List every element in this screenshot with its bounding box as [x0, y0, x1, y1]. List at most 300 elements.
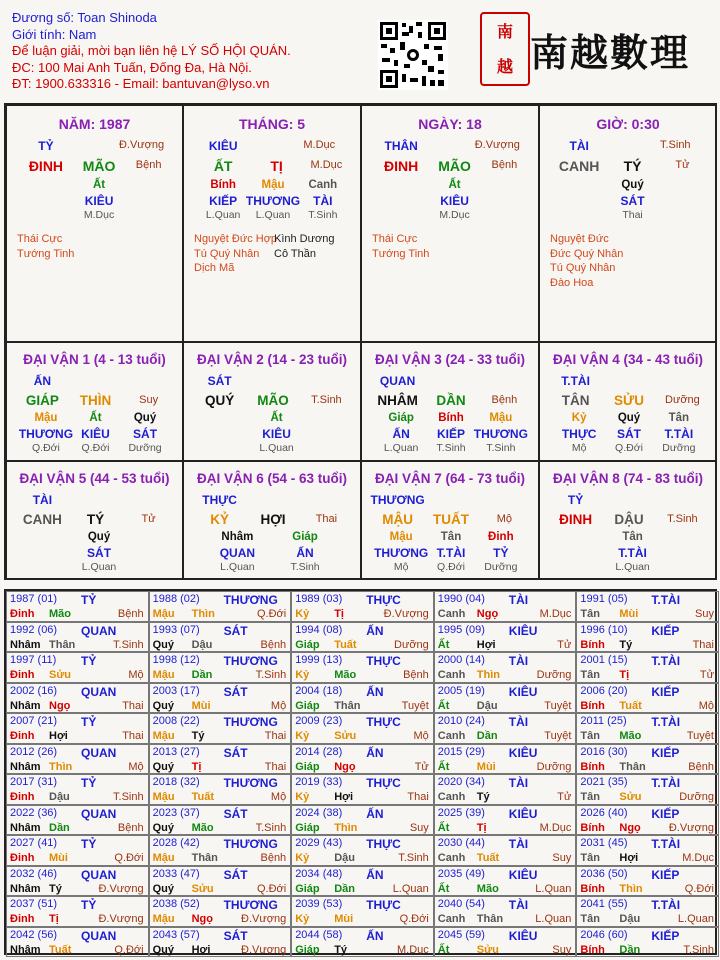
seal-char-1: 南 [496, 21, 513, 41]
year-god: SÁT [223, 623, 248, 638]
year-god: KIẾP [651, 867, 680, 882]
hidden-god: KIÊU [84, 194, 114, 208]
year-god: THƯƠNG [223, 776, 278, 790]
year-branch: Dần [49, 821, 70, 834]
year-status: Tử [557, 638, 572, 651]
year-label: 1999 (13) [295, 654, 343, 666]
year-status: Suy [552, 943, 572, 956]
year-status: Q.Đới [114, 852, 144, 864]
dai-van-title: ĐẠI VẬN 7 (64 - 73 tuổi) [374, 471, 526, 486]
year-god: THỰC [366, 837, 401, 851]
year-status: M.Dục [539, 608, 572, 620]
hidden-stem: Bính [438, 412, 464, 424]
hidden-god: T.TÀI [664, 427, 694, 441]
year-god: QUAN [81, 745, 117, 760]
year-god: KIẾP [651, 684, 680, 699]
year-label: 1992 (06) [10, 623, 58, 636]
hidden-stem: Mậu [34, 412, 58, 424]
year-label: 2007 (21) [10, 715, 58, 727]
year-status: T.Sinh [398, 852, 429, 864]
dai-van-state: Dưỡng [665, 394, 700, 406]
hidden-god: THƯƠNG [245, 194, 301, 208]
year-label: 2018 (32) [152, 776, 200, 788]
year-cell [434, 774, 577, 805]
year-stem: Ất [437, 760, 450, 773]
year-branch: Thìn [476, 669, 501, 681]
year-stem: Quý [152, 699, 174, 712]
year-stem: Ất [437, 882, 450, 895]
year-branch: Dần [191, 669, 213, 681]
hidden-god: KIÊU [440, 194, 469, 208]
hidden-god: T.TÀI [618, 546, 647, 560]
pillar-cell [361, 105, 539, 342]
year-branch: Mão [49, 608, 71, 620]
year-label: 2028 (42) [152, 837, 200, 849]
dai-van-cell [361, 342, 539, 461]
year-god: TỶ [81, 715, 97, 729]
year-status: Dưỡng [536, 669, 572, 681]
year-status: Bệnh [260, 852, 287, 864]
year-cell [291, 774, 434, 805]
hidden-status: T.Sinh [290, 561, 320, 573]
gender-line: Giới tính: Nam [12, 26, 97, 42]
hidden-status: L.Quan [205, 209, 241, 221]
year-stem: Đinh [10, 669, 35, 681]
year-status: Đ.Vượng [241, 913, 287, 925]
year-god: ẤN [366, 623, 384, 638]
year-cell [291, 622, 434, 653]
dai-van-chi: DẦN [436, 393, 466, 408]
hidden-stem: Giáp [388, 412, 414, 424]
year-stem: Kỷ [295, 913, 310, 925]
year-stem: Canh [437, 913, 466, 925]
hidden-god: THỰC [561, 427, 597, 441]
hidden-stem: Nhâm [221, 531, 254, 543]
year-label: 2003 (17) [152, 684, 200, 697]
year-stem: Tân [580, 608, 600, 620]
year-god: QUAN [81, 623, 117, 638]
hidden-status: Mộ [393, 561, 409, 573]
year-label: 2001 (15) [580, 654, 628, 666]
dai-van-chi: MÃO [257, 393, 289, 408]
year-status: T.Sinh [683, 943, 714, 956]
year-cell [6, 835, 149, 866]
year-label: 1987 (01) [10, 593, 58, 605]
hidden-god: KIÊU [81, 427, 110, 441]
hidden-god: SÁT [617, 427, 641, 441]
year-god: T.TÀI [651, 776, 681, 790]
hidden-stem: Tân [668, 412, 690, 424]
star-label: Tú Quý Nhân [550, 262, 616, 274]
year-god: KIÊU [508, 745, 538, 760]
year-cell [291, 591, 434, 622]
year-status: Tuyệt [401, 699, 429, 712]
year-god: THƯƠNG [223, 715, 278, 729]
contact-line-1: Để luận giải, mời bạn liên hệ LÝ SỐ HỘI QUÁN. [12, 43, 291, 58]
annual-luck-table [4, 589, 717, 955]
year-cell [291, 835, 434, 866]
year-label: 2029 (43) [295, 837, 343, 849]
year-status: Đ.Vượng [241, 943, 287, 956]
year-branch: Thân [334, 699, 361, 712]
year-cell [6, 805, 149, 836]
year-cell [6, 744, 149, 775]
year-status: Đ.Vượng [383, 608, 429, 620]
pillar-chi: TỊ [270, 158, 283, 174]
dai-van-cell [361, 461, 539, 580]
year-branch: Dậu [619, 913, 641, 925]
year-god: ẤN [366, 928, 384, 943]
year-label: 2009 (23) [295, 715, 343, 727]
year-status: T.Sinh [113, 791, 144, 803]
hidden-status: Dưỡng [128, 442, 162, 454]
year-branch: Dần [334, 882, 355, 895]
year-cell [149, 713, 292, 744]
year-stem: Nhâm [10, 760, 41, 773]
pillar-can: CANH [558, 158, 600, 174]
year-cell [434, 896, 577, 927]
hidden-stem: Đinh [488, 531, 514, 543]
year-status: Tuyệt [544, 730, 572, 742]
hidden-status: Thai [622, 209, 643, 221]
qr-code-icon[interactable] [378, 20, 448, 90]
year-label: 2045 (59) [437, 928, 485, 941]
dai-van-god: TỶ [567, 493, 584, 507]
year-label: 1995 (09) [437, 623, 485, 636]
star-label-b: Kình Dương [274, 233, 335, 245]
dai-van-cell [539, 342, 717, 461]
year-branch: Tị [49, 913, 59, 925]
header-info [12, 10, 372, 93]
pillar-state: M.Dục [310, 159, 343, 171]
year-god: T.TÀI [651, 593, 681, 607]
year-branch: Ngọ [191, 913, 213, 925]
year-god: SÁT [223, 867, 248, 882]
pillar-title: GIỜ: 0:30 [596, 116, 660, 132]
dai-van-god: T.TÀI [561, 374, 590, 388]
dai-van-state: Tử [141, 513, 156, 525]
year-stem: Tân [580, 791, 600, 803]
pillar-state: Bệnh [135, 159, 162, 171]
year-stem: Mậu [152, 913, 175, 925]
year-status: Q.Đới [399, 913, 429, 925]
year-branch: Dậu [191, 638, 213, 651]
year-god: THỰC [366, 654, 401, 668]
year-stem: Quý [152, 943, 174, 956]
year-branch: Sửu [49, 669, 72, 681]
year-god: TÀI [508, 593, 529, 607]
year-status: Thai [122, 699, 144, 712]
year-cell [291, 927, 434, 958]
year-stem: Canh [437, 730, 466, 742]
year-status: Bệnh [117, 821, 144, 834]
year-cell [6, 652, 149, 683]
year-cell [576, 896, 719, 927]
year-cell [149, 805, 292, 836]
year-label: 2032 (46) [10, 867, 58, 880]
year-stem: Đinh [10, 730, 35, 742]
dai-van-title: ĐẠI VẬN 1 (4 - 13 tuổi) [23, 352, 166, 367]
year-cell [149, 774, 292, 805]
year-god: THỰC [366, 898, 401, 912]
hidden-status: Q.Đới [615, 442, 643, 454]
year-cell [576, 866, 719, 897]
year-branch: Sửu [619, 791, 642, 803]
year-branch: Tý [191, 730, 205, 742]
year-stem: Quý [152, 760, 174, 773]
year-status: M.Dục [539, 821, 572, 834]
dai-van-god: TÀI [32, 493, 53, 507]
pillar-state: Tử [675, 159, 690, 171]
year-label: 2036 (50) [580, 867, 628, 880]
year-status: L.Quan [535, 913, 572, 925]
year-status: Đ.Vượng [98, 913, 144, 925]
year-branch: Thân [49, 638, 76, 651]
year-cell [576, 683, 719, 714]
hidden-status: T.Sinh [486, 442, 516, 454]
year-stem: Mậu [152, 730, 175, 742]
hidden-stem: Mậu [389, 531, 413, 543]
year-god: ẤN [366, 745, 384, 760]
year-cell [576, 652, 719, 683]
year-branch: Tý [476, 791, 490, 803]
year-god: T.TÀI [651, 837, 681, 851]
year-cell [6, 927, 149, 958]
hidden-god: SÁT [87, 546, 112, 560]
hidden-god: THƯƠNG [473, 427, 528, 441]
year-status: Dưỡng [536, 760, 572, 773]
year-label: 1997 (11) [10, 654, 57, 666]
year-branch: Mùi [49, 852, 68, 864]
year-cell [434, 713, 577, 744]
hidden-stem: Quý [87, 531, 111, 543]
year-status: Bệnh [403, 669, 429, 681]
year-branch: Mão [191, 821, 214, 834]
year-status: Tuyệt [544, 699, 572, 712]
year-status: Mộ [270, 791, 287, 803]
year-god: QUAN [81, 684, 117, 699]
year-branch: Dậu [476, 699, 498, 712]
year-cell [576, 805, 719, 836]
year-cell [149, 683, 292, 714]
year-cell [434, 652, 577, 683]
hidden-status: L.Quan [220, 561, 255, 573]
year-god: QUAN [81, 806, 117, 821]
hidden-stem: Quý [621, 179, 644, 191]
year-cell [576, 835, 719, 866]
year-branch: Dậu [49, 791, 70, 803]
year-god: KIÊU [508, 684, 538, 699]
dai-van-cell [539, 461, 717, 580]
year-cell [576, 774, 719, 805]
dai-van-god: THƯƠNG [370, 493, 425, 507]
hidden-stem: Ất [448, 179, 461, 191]
year-label: 2035 (49) [437, 867, 485, 880]
year-god: KIÊU [508, 928, 538, 943]
dai-van-title: ĐẠI VẬN 3 (24 - 33 tuổi) [374, 352, 526, 367]
year-branch: Tuất [334, 638, 357, 651]
year-branch: Dần [619, 943, 641, 956]
hidden-status: T.Sinh [436, 442, 466, 454]
year-cell [149, 896, 292, 927]
year-status: Suy [409, 821, 429, 834]
hidden-status: Q.Đới [437, 561, 465, 573]
year-branch: Hợi [334, 791, 354, 803]
pillar-cell [183, 105, 361, 342]
year-god: ẤN [366, 867, 384, 882]
year-label: 2008 (22) [152, 715, 200, 727]
hidden-status: Dưỡng [484, 561, 518, 573]
pillar-cell [6, 105, 183, 342]
year-cell [291, 683, 434, 714]
dai-van-chi: THÌN [79, 393, 112, 408]
year-stem: Kỷ [295, 852, 310, 864]
year-label: 1994 (08) [295, 623, 343, 636]
year-god: T.TÀI [651, 654, 681, 668]
contact-line-2: ĐC: 100 Mai Anh Tuấn, Đống Đa, Hà Nội. [12, 59, 252, 75]
hidden-stem: Canh [308, 179, 338, 191]
dai-van-state: Bệnh [491, 394, 518, 406]
name-line: Đương số: Toan Shinoda [12, 10, 157, 25]
year-branch: Tý [49, 882, 62, 895]
year-stem: Ất [437, 699, 450, 712]
year-status: Tử [414, 760, 429, 773]
year-branch: Mùi [476, 760, 496, 773]
year-label: 2044 (58) [295, 928, 343, 941]
year-stem: Ất [437, 943, 450, 956]
year-cell [149, 835, 292, 866]
pillar-god: TÀI [569, 139, 589, 153]
year-label: 2041 (55) [580, 898, 628, 910]
dai-van-cell [6, 461, 183, 580]
year-stem: Đinh [10, 791, 35, 803]
brand-text: 南越數理 [530, 29, 691, 75]
year-branch: Thìn [49, 760, 73, 773]
year-stem: Giáp [295, 760, 320, 773]
pillar-chi: TÝ [623, 158, 642, 174]
hidden-god: THƯƠNG [18, 427, 74, 441]
year-status: Thai [122, 730, 144, 742]
year-label: 2039 (53) [295, 898, 343, 910]
year-stem: Mậu [152, 608, 175, 620]
year-god: THƯƠNG [223, 837, 278, 851]
year-cell [434, 927, 577, 958]
pillar-title: THÁNG: 5 [238, 116, 306, 132]
year-stem: Tân [580, 852, 600, 864]
year-cell [291, 652, 434, 683]
year-label: 2043 (57) [152, 928, 200, 941]
year-branch: Hợi [476, 638, 496, 651]
year-status: Thai [407, 791, 429, 803]
hidden-stem: Ất [92, 179, 106, 191]
year-label: 2012 (26) [10, 745, 58, 758]
year-label: 2013 (27) [152, 745, 200, 758]
star-label: Thái Cực [17, 233, 63, 245]
year-branch: Tý [619, 638, 633, 651]
year-label: 2005 (19) [437, 684, 485, 697]
year-stem: Giáp [295, 943, 320, 956]
hidden-stem: Kỷ [571, 412, 587, 424]
hidden-status: L.Quan [259, 442, 294, 454]
year-status: T.Sinh [113, 638, 144, 651]
year-cell [434, 591, 577, 622]
year-branch: Tị [191, 760, 202, 773]
year-branch: Mùi [334, 913, 354, 925]
year-label: 2037 (51) [10, 898, 58, 910]
year-status: Bệnh [117, 608, 144, 620]
dai-van-chi: TUẤT [433, 512, 469, 527]
year-stem: Ất [437, 638, 450, 651]
year-branch: Ngọ [49, 699, 71, 712]
pillar-god: THÂN [384, 139, 418, 153]
year-stem: Canh [437, 608, 466, 620]
year-status: Mộ [270, 699, 287, 712]
hidden-god: KIÊU [262, 427, 291, 441]
year-branch: Mão [619, 730, 642, 742]
dai-van-can: GIÁP [25, 393, 59, 408]
star-label: Đức Quý Nhân [550, 247, 624, 260]
year-label: 2021 (35) [580, 776, 628, 788]
year-god: SÁT [223, 806, 248, 821]
year-branch: Thìn [191, 608, 215, 620]
dai-van-can: NHÂM [377, 393, 418, 408]
year-god: TÀI [508, 837, 529, 851]
year-cell [291, 805, 434, 836]
pillar-god: KIÊU [208, 139, 238, 153]
hidden-stem: Tân [622, 531, 643, 543]
year-label: 1988 (02) [152, 593, 200, 605]
year-status: Mộ [128, 760, 144, 773]
year-cell [149, 652, 292, 683]
year-status: Tuyệt [686, 730, 714, 742]
year-cell [576, 927, 719, 958]
year-status: T.Sinh [255, 821, 287, 834]
year-stem: Bính [580, 699, 605, 712]
pillar-god-status: T.Sinh [659, 139, 691, 151]
year-stem: Đinh [10, 913, 35, 925]
star-label: Dịch Mã [194, 262, 235, 274]
dai-van-state: T.Sinh [667, 513, 698, 525]
year-status: L.Quan [677, 913, 714, 925]
year-stem: Giáp [295, 638, 320, 651]
year-label: 2000 (14) [437, 654, 485, 666]
year-label: 2017 (31) [10, 776, 58, 788]
year-branch: Tuất [619, 699, 642, 712]
year-branch: Mão [476, 882, 499, 895]
year-branch: Thân [619, 760, 646, 773]
dai-van-title: ĐẠI VẬN 8 (74 - 83 tuổi) [552, 471, 704, 486]
year-god: TÀI [508, 654, 529, 668]
year-stem: Nhâm [10, 821, 41, 834]
year-branch: Sửu [334, 730, 357, 742]
year-stem: Mậu [152, 669, 175, 681]
year-label: 1998 (12) [152, 654, 200, 666]
year-status: Dưỡng [394, 638, 429, 651]
year-label: 2015 (29) [437, 745, 485, 758]
year-god: KIẾP [651, 928, 680, 943]
dai-van-cell [6, 342, 183, 461]
year-branch: Tị [619, 669, 630, 681]
year-cell [434, 622, 577, 653]
year-cell [434, 744, 577, 775]
pillar-god-status: Đ.Vượng [118, 139, 165, 151]
dai-van-god: THỰC [202, 493, 237, 507]
year-label: 2034 (48) [295, 867, 343, 880]
year-stem: Giáp [295, 821, 320, 834]
year-stem: Tân [580, 913, 600, 925]
dai-van-cell [183, 461, 361, 580]
year-branch: Tị [476, 821, 487, 834]
